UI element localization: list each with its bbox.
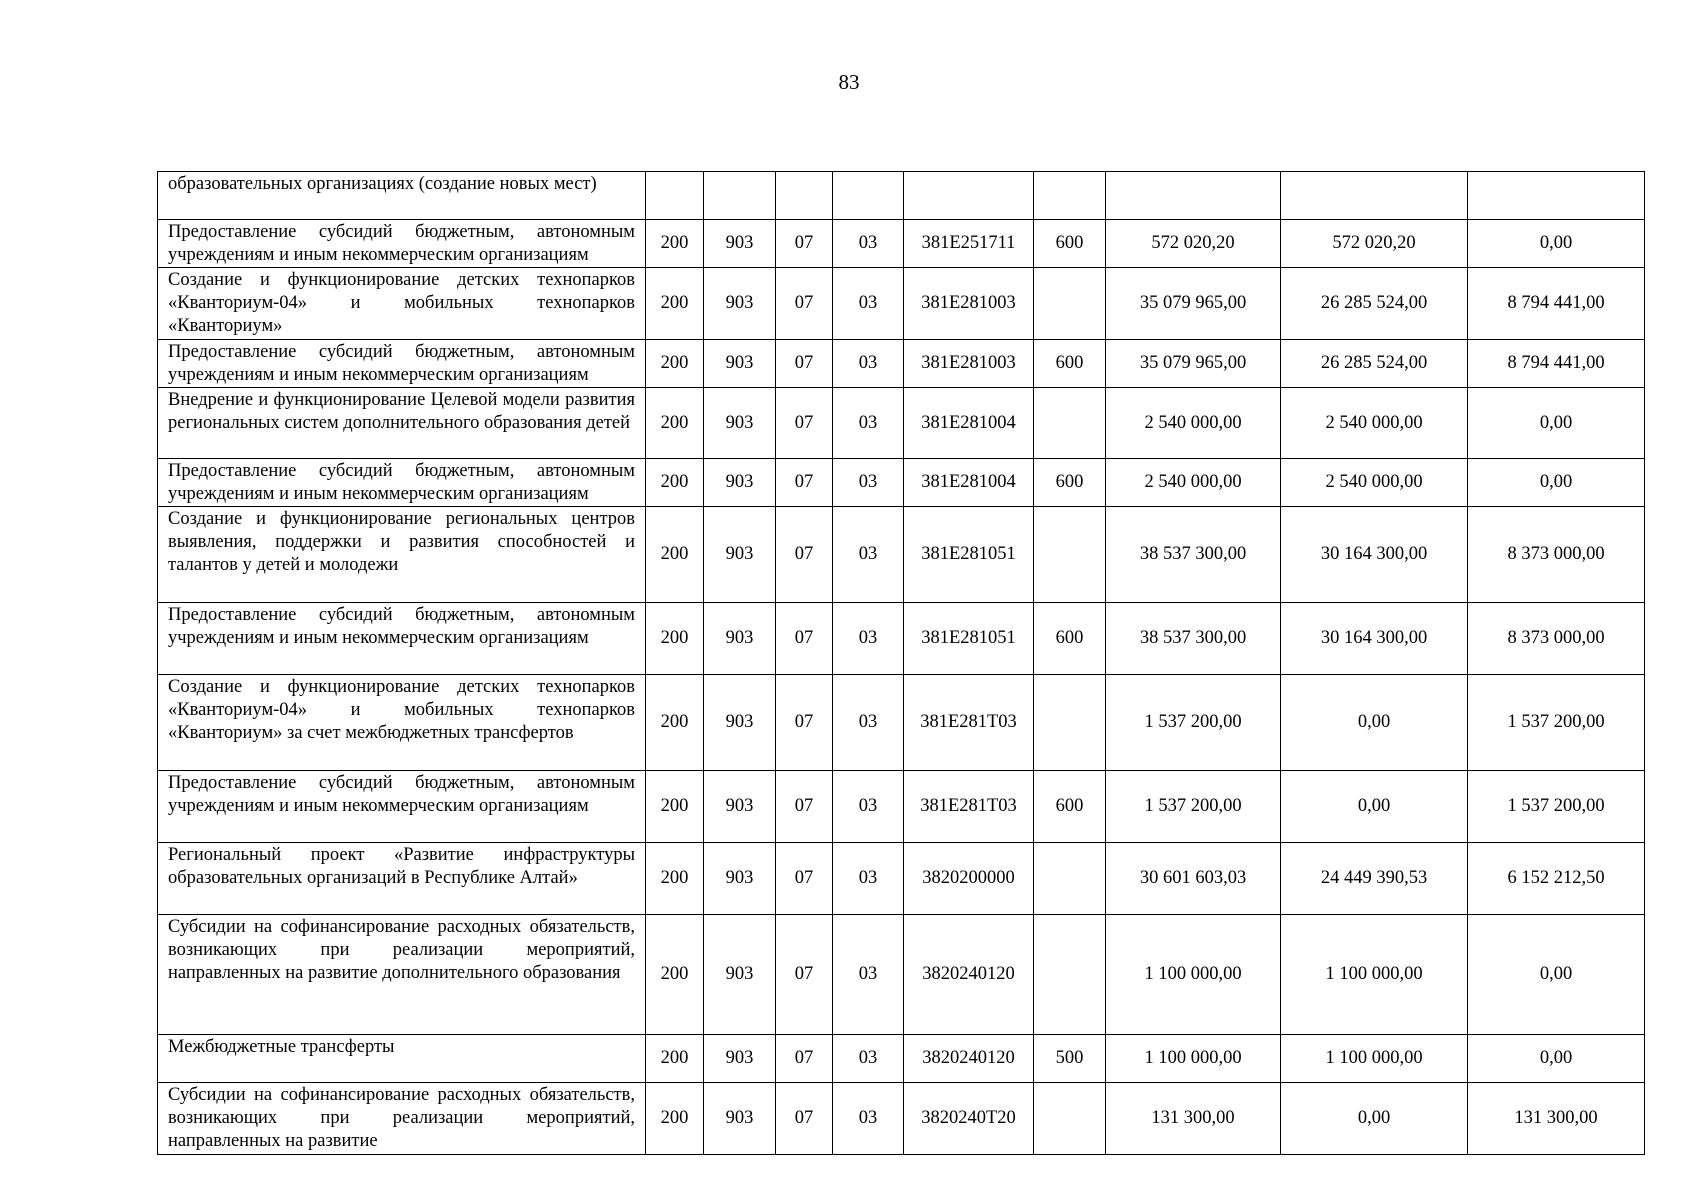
- amount-total-cell: 38 537 300,00: [1106, 603, 1281, 675]
- expense-type-cell: 500: [1034, 1035, 1106, 1083]
- section-cell: 07: [776, 268, 833, 340]
- amount-regional-cell: 8 373 000,00: [1468, 507, 1645, 603]
- amount-regional-cell: 0,00: [1468, 459, 1645, 507]
- amount-total-cell: [1106, 172, 1281, 220]
- code-cell: 903: [704, 220, 776, 268]
- grbs-cell: 200: [646, 771, 704, 843]
- section-cell: 07: [776, 675, 833, 771]
- table-row: [158, 507, 1645, 603]
- subsection-cell: 03: [833, 220, 904, 268]
- target-article-cell: 381E281T03: [904, 675, 1034, 771]
- code-cell: [704, 172, 776, 220]
- subsection-cell: 03: [833, 675, 904, 771]
- amount-total-cell: 35 079 965,00: [1106, 340, 1281, 388]
- section-cell: 07: [776, 603, 833, 675]
- amount-federal-cell: 0,00: [1281, 1083, 1468, 1155]
- amount-regional-cell: 8 794 441,00: [1468, 340, 1645, 388]
- expense-type-cell: [1034, 1083, 1106, 1155]
- amount-federal-cell: 572 020,20: [1281, 220, 1468, 268]
- grbs-cell: [646, 172, 704, 220]
- desc-cell: Предоставление субсидий бюджетным, автономным учреждениям и иным некоммерческим организациям: [158, 771, 646, 843]
- table-row: [158, 220, 1645, 268]
- grbs-cell: 200: [646, 220, 704, 268]
- grbs-cell: 200: [646, 388, 704, 459]
- grbs-cell: 200: [646, 843, 704, 915]
- expense-type-cell: 600: [1034, 771, 1106, 843]
- code-cell: 903: [704, 268, 776, 340]
- grbs-cell: 200: [646, 459, 704, 507]
- amount-total-cell: 30 601 603,03: [1106, 843, 1281, 915]
- target-article-cell: [904, 172, 1034, 220]
- amount-total-cell: 1 100 000,00: [1106, 1035, 1281, 1083]
- expense-type-cell: 600: [1034, 459, 1106, 507]
- amount-regional-cell: 1 537 200,00: [1468, 771, 1645, 843]
- amount-federal-cell: 30 164 300,00: [1281, 507, 1468, 603]
- target-article-cell: 381E281003: [904, 268, 1034, 340]
- table-row: [158, 268, 1645, 340]
- desc-cell: Субсидии на софинансирование расходных обязательств, возникающих при реализации мероприятий, направленных на развитие: [158, 1083, 646, 1155]
- expense-type-cell: [1034, 268, 1106, 340]
- subsection-cell: 03: [833, 771, 904, 843]
- desc-cell: Создание и функционирование региональных центров выявления, поддержки и развития способностей и талантов у детей и молодежи: [158, 507, 646, 603]
- expense-type-cell: [1034, 675, 1106, 771]
- amount-regional-cell: 1 537 200,00: [1468, 675, 1645, 771]
- expense-type-cell: [1034, 843, 1106, 915]
- amount-regional-cell: 8 373 000,00: [1468, 603, 1645, 675]
- section-cell: 07: [776, 459, 833, 507]
- subsection-cell: 03: [833, 507, 904, 603]
- amount-federal-cell: 2 540 000,00: [1281, 388, 1468, 459]
- table-row: [158, 459, 1645, 507]
- table-row: [158, 603, 1645, 675]
- target-article-cell: 381E281051: [904, 507, 1034, 603]
- desc-cell: Создание и функционирование детских технопарков «Кванториум-04» и мобильных технопарков «Кванториум» за счет межбюджетных трансфертов: [158, 675, 646, 771]
- amount-total-cell: 1 537 200,00: [1106, 675, 1281, 771]
- target-article-cell: 3820200000: [904, 843, 1034, 915]
- amount-federal-cell: 1 100 000,00: [1281, 1035, 1468, 1083]
- subsection-cell: 03: [833, 603, 904, 675]
- code-cell: 903: [704, 675, 776, 771]
- section-cell: 07: [776, 843, 833, 915]
- subsection-cell: 03: [833, 843, 904, 915]
- target-article-cell: 381E281003: [904, 340, 1034, 388]
- grbs-cell: 200: [646, 915, 704, 1035]
- section-cell: 07: [776, 915, 833, 1035]
- table-row: [158, 1083, 1645, 1155]
- subsection-cell: 03: [833, 268, 904, 340]
- amount-regional-cell: 0,00: [1468, 388, 1645, 459]
- amount-federal-cell: 26 285 524,00: [1281, 268, 1468, 340]
- expense-type-cell: 600: [1034, 603, 1106, 675]
- amount-federal-cell: [1281, 172, 1468, 220]
- amount-federal-cell: 0,00: [1281, 675, 1468, 771]
- table-row: [158, 843, 1645, 915]
- amount-regional-cell: 6 152 212,50: [1468, 843, 1645, 915]
- grbs-cell: 200: [646, 1035, 704, 1083]
- amount-federal-cell: 2 540 000,00: [1281, 459, 1468, 507]
- grbs-cell: 200: [646, 268, 704, 340]
- budget-table: [157, 171, 1645, 1155]
- amount-regional-cell: [1468, 172, 1645, 220]
- target-article-cell: 381E251711: [904, 220, 1034, 268]
- section-cell: 07: [776, 220, 833, 268]
- desc-cell: Внедрение и функционирование Целевой модели развития региональных систем дополнительного образования детей: [158, 388, 646, 459]
- amount-regional-cell: 0,00: [1468, 1035, 1645, 1083]
- desc-cell: Создание и функционирование детских технопарков «Кванториум-04» и мобильных технопарков «Кванториум»: [158, 268, 646, 340]
- desc-cell: Предоставление субсидий бюджетным, автономным учреждениям и иным некоммерческим организациям: [158, 603, 646, 675]
- code-cell: 903: [704, 507, 776, 603]
- section-cell: [776, 172, 833, 220]
- amount-regional-cell: 0,00: [1468, 915, 1645, 1035]
- amount-regional-cell: 0,00: [1468, 220, 1645, 268]
- amount-federal-cell: 30 164 300,00: [1281, 603, 1468, 675]
- amount-federal-cell: 1 100 000,00: [1281, 915, 1468, 1035]
- desc-cell: Предоставление субсидий бюджетным, автономным учреждениям и иным некоммерческим организациям: [158, 340, 646, 388]
- amount-regional-cell: 131 300,00: [1468, 1083, 1645, 1155]
- desc-cell: Региональный проект «Развитие инфраструктуры образовательных организаций в Республике Алтай»: [158, 843, 646, 915]
- target-article-cell: 381E281004: [904, 459, 1034, 507]
- subsection-cell: [833, 172, 904, 220]
- code-cell: 903: [704, 915, 776, 1035]
- expense-type-cell: [1034, 388, 1106, 459]
- section-cell: 07: [776, 1035, 833, 1083]
- table-body: [158, 172, 1645, 1155]
- table-row: [158, 1035, 1645, 1083]
- expense-type-cell: [1034, 172, 1106, 220]
- target-article-cell: 381E281004: [904, 388, 1034, 459]
- desc-cell: образовательных организациях (создание новых мест): [158, 172, 646, 220]
- target-article-cell: 3820240T20: [904, 1083, 1034, 1155]
- target-article-cell: 3820240120: [904, 915, 1034, 1035]
- section-cell: 07: [776, 340, 833, 388]
- grbs-cell: 200: [646, 603, 704, 675]
- table-row: [158, 675, 1645, 771]
- page-number: 83: [838, 70, 860, 94]
- amount-federal-cell: 26 285 524,00: [1281, 340, 1468, 388]
- desc-cell: Предоставление субсидий бюджетным, автономным учреждениям и иным некоммерческим организациям: [158, 459, 646, 507]
- table-row: [158, 915, 1645, 1035]
- section-cell: 07: [776, 507, 833, 603]
- amount-regional-cell: 8 794 441,00: [1468, 268, 1645, 340]
- code-cell: 903: [704, 340, 776, 388]
- code-cell: 903: [704, 1083, 776, 1155]
- desc-cell: Межбюджетные трансферты: [158, 1035, 646, 1083]
- amount-total-cell: 2 540 000,00: [1106, 388, 1281, 459]
- desc-cell: Предоставление субсидий бюджетным, автономным учреждениям и иным некоммерческим организациям: [158, 220, 646, 268]
- expense-type-cell: [1034, 507, 1106, 603]
- table-row: [158, 172, 1645, 220]
- table-row: [158, 771, 1645, 843]
- amount-total-cell: 35 079 965,00: [1106, 268, 1281, 340]
- section-cell: 07: [776, 771, 833, 843]
- target-article-cell: 3820240120: [904, 1035, 1034, 1083]
- expense-type-cell: 600: [1034, 220, 1106, 268]
- expense-type-cell: [1034, 915, 1106, 1035]
- code-cell: 903: [704, 459, 776, 507]
- amount-total-cell: 2 540 000,00: [1106, 459, 1281, 507]
- grbs-cell: 200: [646, 1083, 704, 1155]
- subsection-cell: 03: [833, 388, 904, 459]
- subsection-cell: 03: [833, 340, 904, 388]
- amount-total-cell: 131 300,00: [1106, 1083, 1281, 1155]
- grbs-cell: 200: [646, 507, 704, 603]
- amount-total-cell: 38 537 300,00: [1106, 507, 1281, 603]
- code-cell: 903: [704, 603, 776, 675]
- subsection-cell: 03: [833, 915, 904, 1035]
- subsection-cell: 03: [833, 459, 904, 507]
- target-article-cell: 381E281051: [904, 603, 1034, 675]
- amount-total-cell: 1 100 000,00: [1106, 915, 1281, 1035]
- table-row: [158, 340, 1645, 388]
- code-cell: 903: [704, 1035, 776, 1083]
- grbs-cell: 200: [646, 340, 704, 388]
- code-cell: 903: [704, 843, 776, 915]
- section-cell: 07: [776, 1083, 833, 1155]
- expense-type-cell: 600: [1034, 340, 1106, 388]
- code-cell: 903: [704, 771, 776, 843]
- amount-total-cell: 1 537 200,00: [1106, 771, 1281, 843]
- grbs-cell: 200: [646, 675, 704, 771]
- amount-total-cell: 572 020,20: [1106, 220, 1281, 268]
- target-article-cell: 381E281T03: [904, 771, 1034, 843]
- subsection-cell: 03: [833, 1035, 904, 1083]
- subsection-cell: 03: [833, 1083, 904, 1155]
- amount-federal-cell: 24 449 390,53: [1281, 843, 1468, 915]
- code-cell: 903: [704, 388, 776, 459]
- amount-federal-cell: 0,00: [1281, 771, 1468, 843]
- section-cell: 07: [776, 388, 833, 459]
- desc-cell: Субсидии на софинансирование расходных обязательств, возникающих при реализации мероприятий, направленных на развитие дополнительного образования: [158, 915, 646, 1035]
- table-row: [158, 388, 1645, 459]
